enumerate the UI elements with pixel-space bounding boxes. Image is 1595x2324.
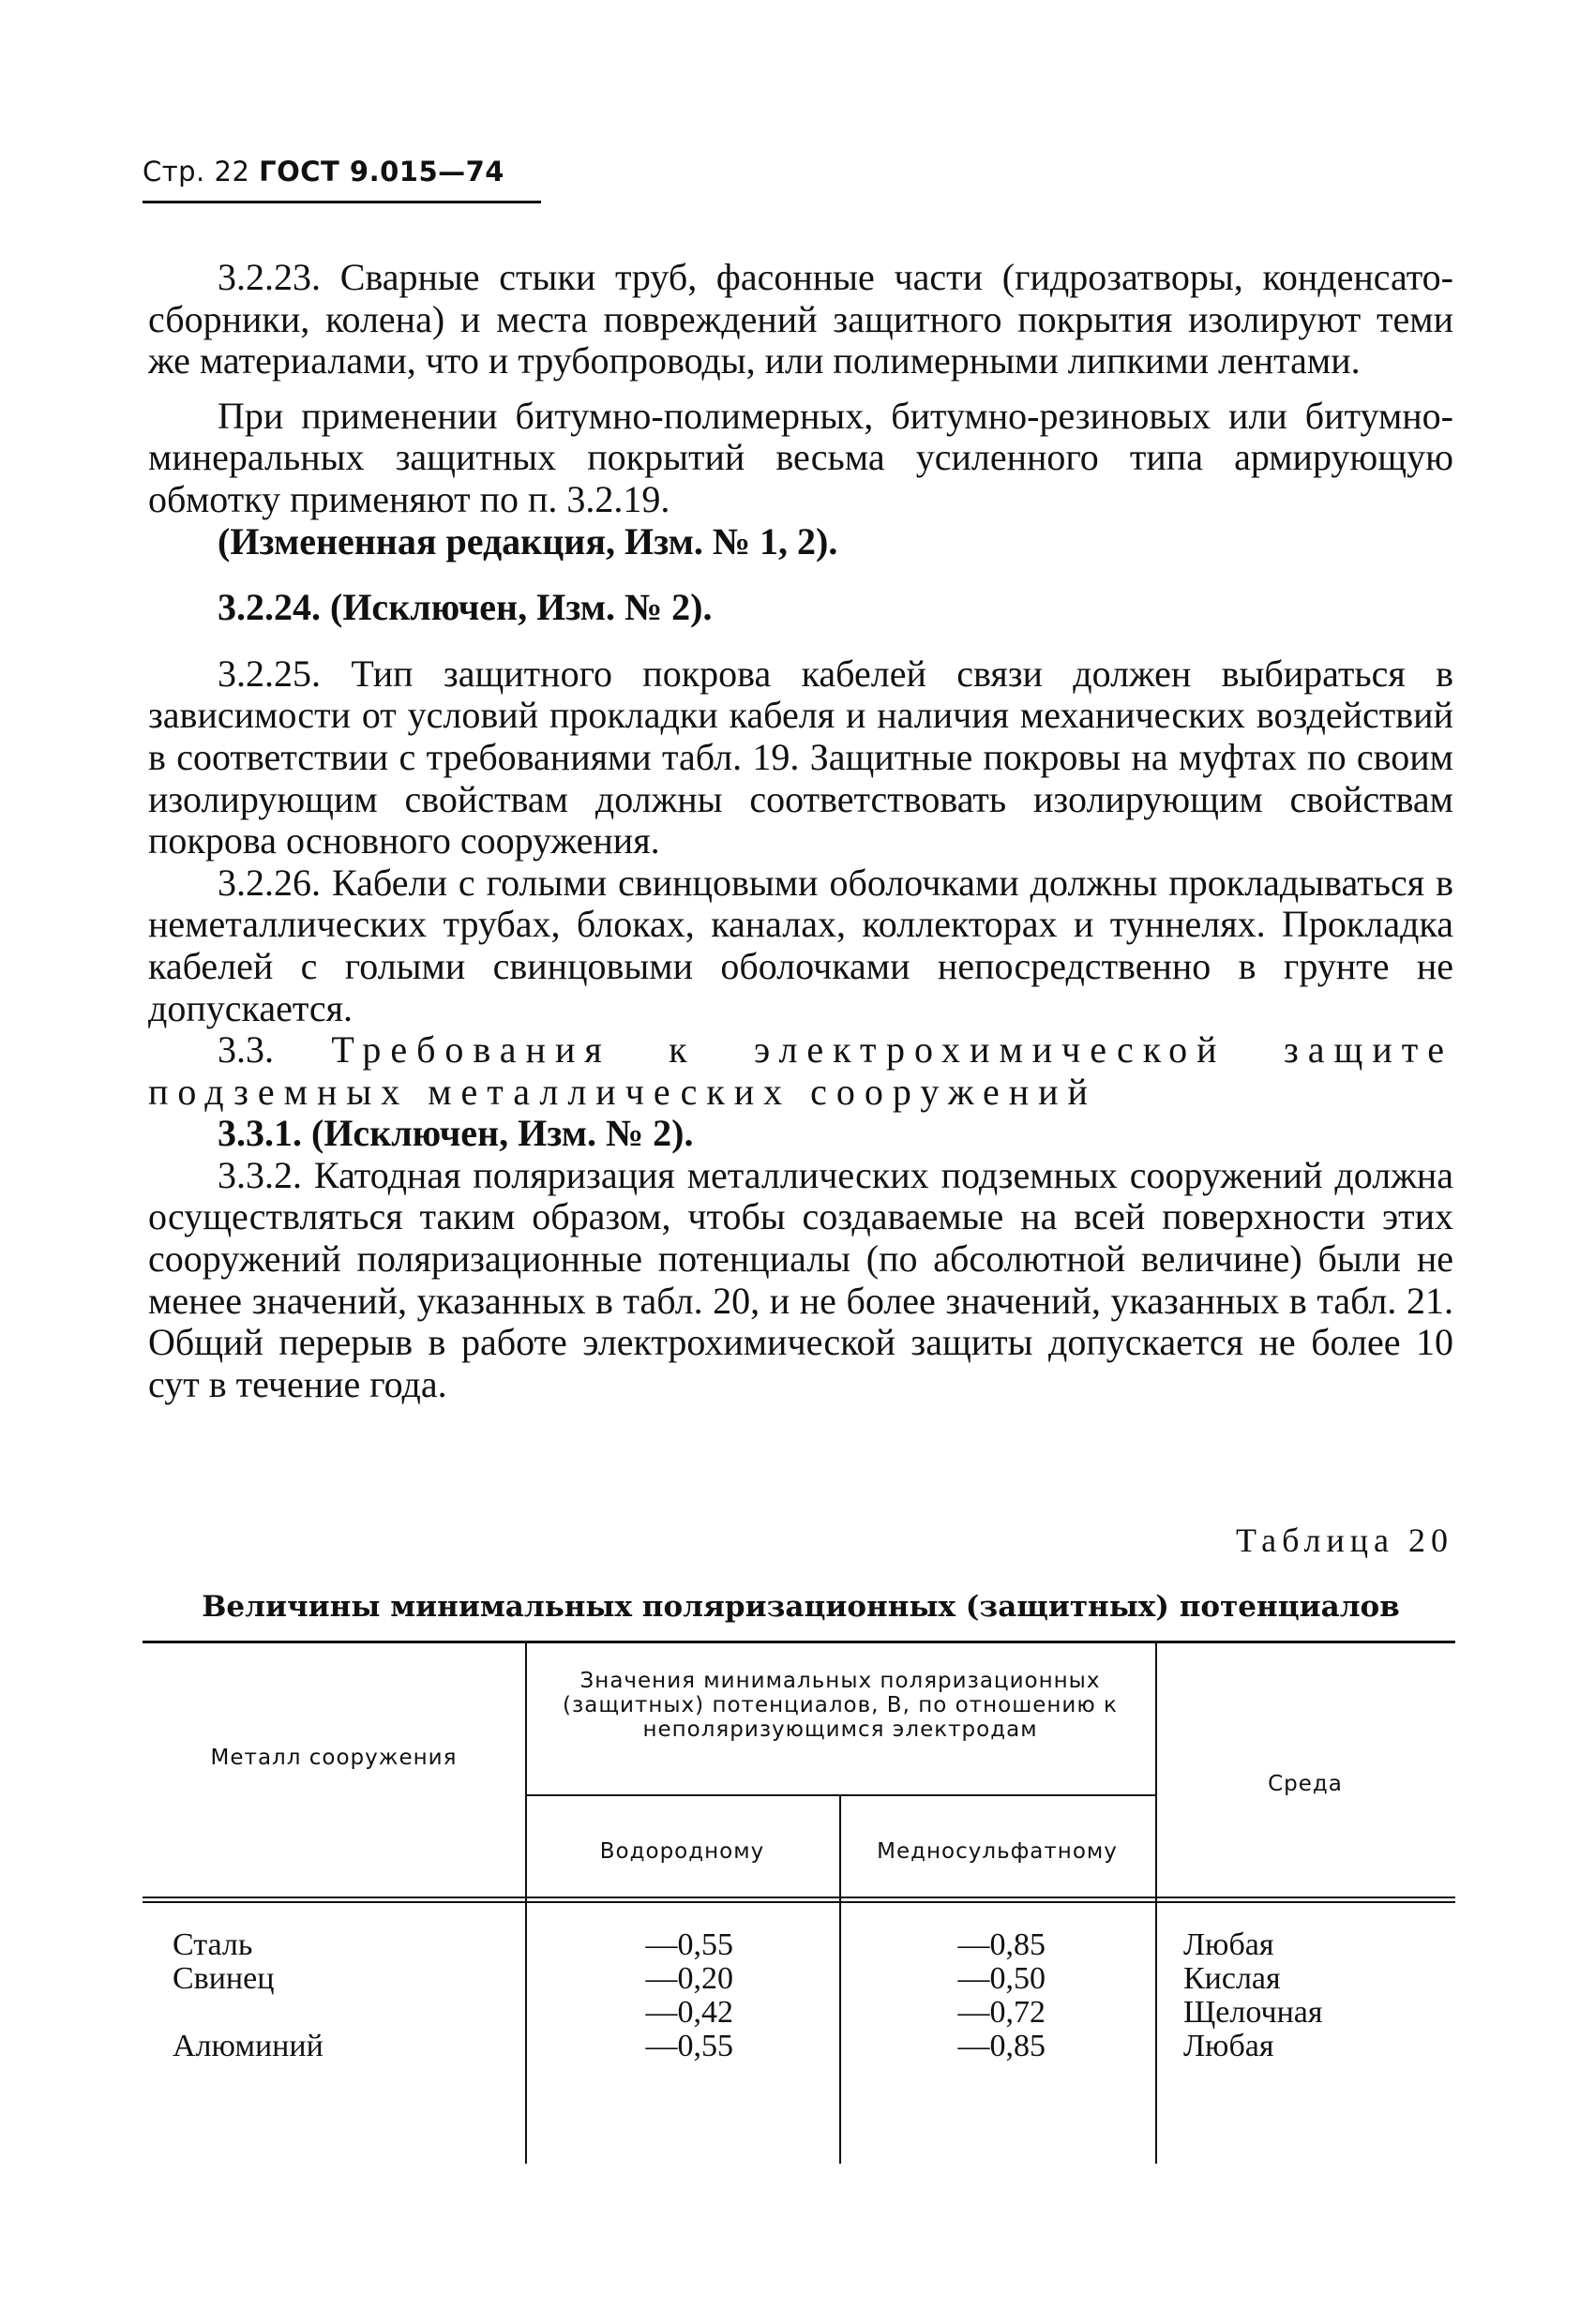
- header-medium: Среда: [1268, 1772, 1343, 1796]
- section-3-3-number: 3.3.: [218, 1028, 274, 1072]
- paragraph-3-2-23-armoring: При применении битумно-полимерных, битумно-резиновых или битумно-минеральных защитных покрытий весьма усиленного типа армирующую обмотку применяют по п. 3.2.19.: [148, 394, 1453, 520]
- table-row-copper-sulfate: —0,85: [957, 2029, 1046, 2063]
- table-row-metal: [173, 1996, 510, 2030]
- table-header-rule: [143, 1897, 1455, 1898]
- paragraph-3-3-1: 3.3.1. (Исключен, Изм. № 2).: [218, 1112, 694, 1155]
- table-row-medium: Кислая: [1183, 1961, 1281, 1996]
- section-3-3-title: Требования к электрохимической защите подземных металлических сооружений: [148, 1028, 1453, 1113]
- table-top-rule: [143, 1641, 1455, 1643]
- paragraph-3-2-26: 3.2.26. Кабели с голыми свинцовыми оболочками должны прокладываться в неметаллических трубах, блоках, каналах, коллекторах и туннелях. Прокладка кабелей с голыми свинцовыми оболочками непосредственно в грунте не допускается.: [148, 861, 1453, 1029]
- table-row-hydrogen: —0,55: [645, 2029, 733, 2063]
- paragraph-3-2-23-amendment: (Измененная редакция, Изм. № 1, 2).: [218, 519, 838, 562]
- page-number: Стр. 22: [143, 156, 250, 187]
- column-copper-sulfate: [839, 1928, 1046, 2063]
- table-row-metal: Свинец: [173, 1961, 275, 1996]
- header-values-group: Значения минимальных поляризационных (защитных) потенциалов, В, по отношению к неполяризующимся электродам: [563, 1669, 1118, 1742]
- paragraph-3-2-23: 3.2.23. Сварные стыки труб, фасонные части (гидрозатворы, конденсато-сборники, колена) и места повреждений защитного покрытия изолируют теми же материалами, что и трубопроводы, или полимерными липкими лентами.: [148, 256, 1453, 382]
- table-header-rule-double: [143, 1901, 1455, 1903]
- table-title: Величины минимальных поляризационных (защитных) потенциалов: [202, 1590, 1400, 1624]
- table-row-hydrogen: —0,55: [645, 1927, 733, 1962]
- paragraph-3-2-25: 3.2.25. Тип защитного покрова кабелей связи должен выбираться в зависимости от условий прокладки кабеля и наличия механических воздействий в соответствии с требованиями табл. 19. Защитные покровы на муфтах по своим изолирующим свойствам должны соответствовать изолирующим свойствам покрова основного сооружения.: [148, 652, 1453, 862]
- header-hydrogen: Водородному: [599, 1839, 765, 1864]
- table-caption: Таблица 20: [1236, 1522, 1453, 1559]
- column-hydrogen: [525, 1928, 733, 2063]
- table-row-medium: Любая: [1183, 2029, 1274, 2063]
- table-row-hydrogen: —0,42: [645, 1995, 733, 2030]
- section-3-3-heading: [148, 1029, 1453, 1113]
- table-row-medium: Любая: [1183, 1927, 1274, 1962]
- table-row-hydrogen: —0,20: [645, 1961, 733, 1996]
- standard-code: ГОСТ 9.015—74: [259, 156, 504, 187]
- table-row-medium: Щелочная: [1183, 1995, 1323, 2030]
- header-copper-sulfate: Медносульфатному: [877, 1839, 1118, 1864]
- table-divider-3: [1155, 1641, 1157, 2164]
- table-row-copper-sulfate: —0,72: [957, 1995, 1046, 2030]
- table-group-rule: [525, 1794, 1155, 1796]
- column-medium: [1183, 1928, 1455, 2063]
- paragraph-3-2-24: 3.2.24. (Исключен, Изм. № 2).: [218, 586, 713, 629]
- paragraph-3-3-2: 3.3.2. Катодная поляризация металлических подземных сооружений должна осуществляться таким образом, чтобы создаваемые на всей поверхности этих сооружений поляризационные потенциалы (по абсолютной величине) были не менее значений, указанных в табл. 20, и не более значений, указанных в табл. 21. Общий перерыв в работе электрохимической защиты допускается не более 10 сут в течение года.: [148, 1153, 1453, 1405]
- body-text: [148, 257, 1453, 1405]
- column-metal: [173, 1928, 510, 2063]
- table-row-copper-sulfate: —0,50: [957, 1961, 1046, 1996]
- table-row-copper-sulfate: —0,85: [957, 1927, 1046, 1962]
- page-header: [143, 156, 541, 203]
- table-divider-1: [525, 1641, 527, 2164]
- table-row-metal: Сталь: [173, 1927, 253, 1962]
- header-metal: Металл сооружения: [210, 1746, 458, 1770]
- table-20: [143, 1641, 1455, 2166]
- table-row-metal: Алюминий: [173, 2029, 324, 2063]
